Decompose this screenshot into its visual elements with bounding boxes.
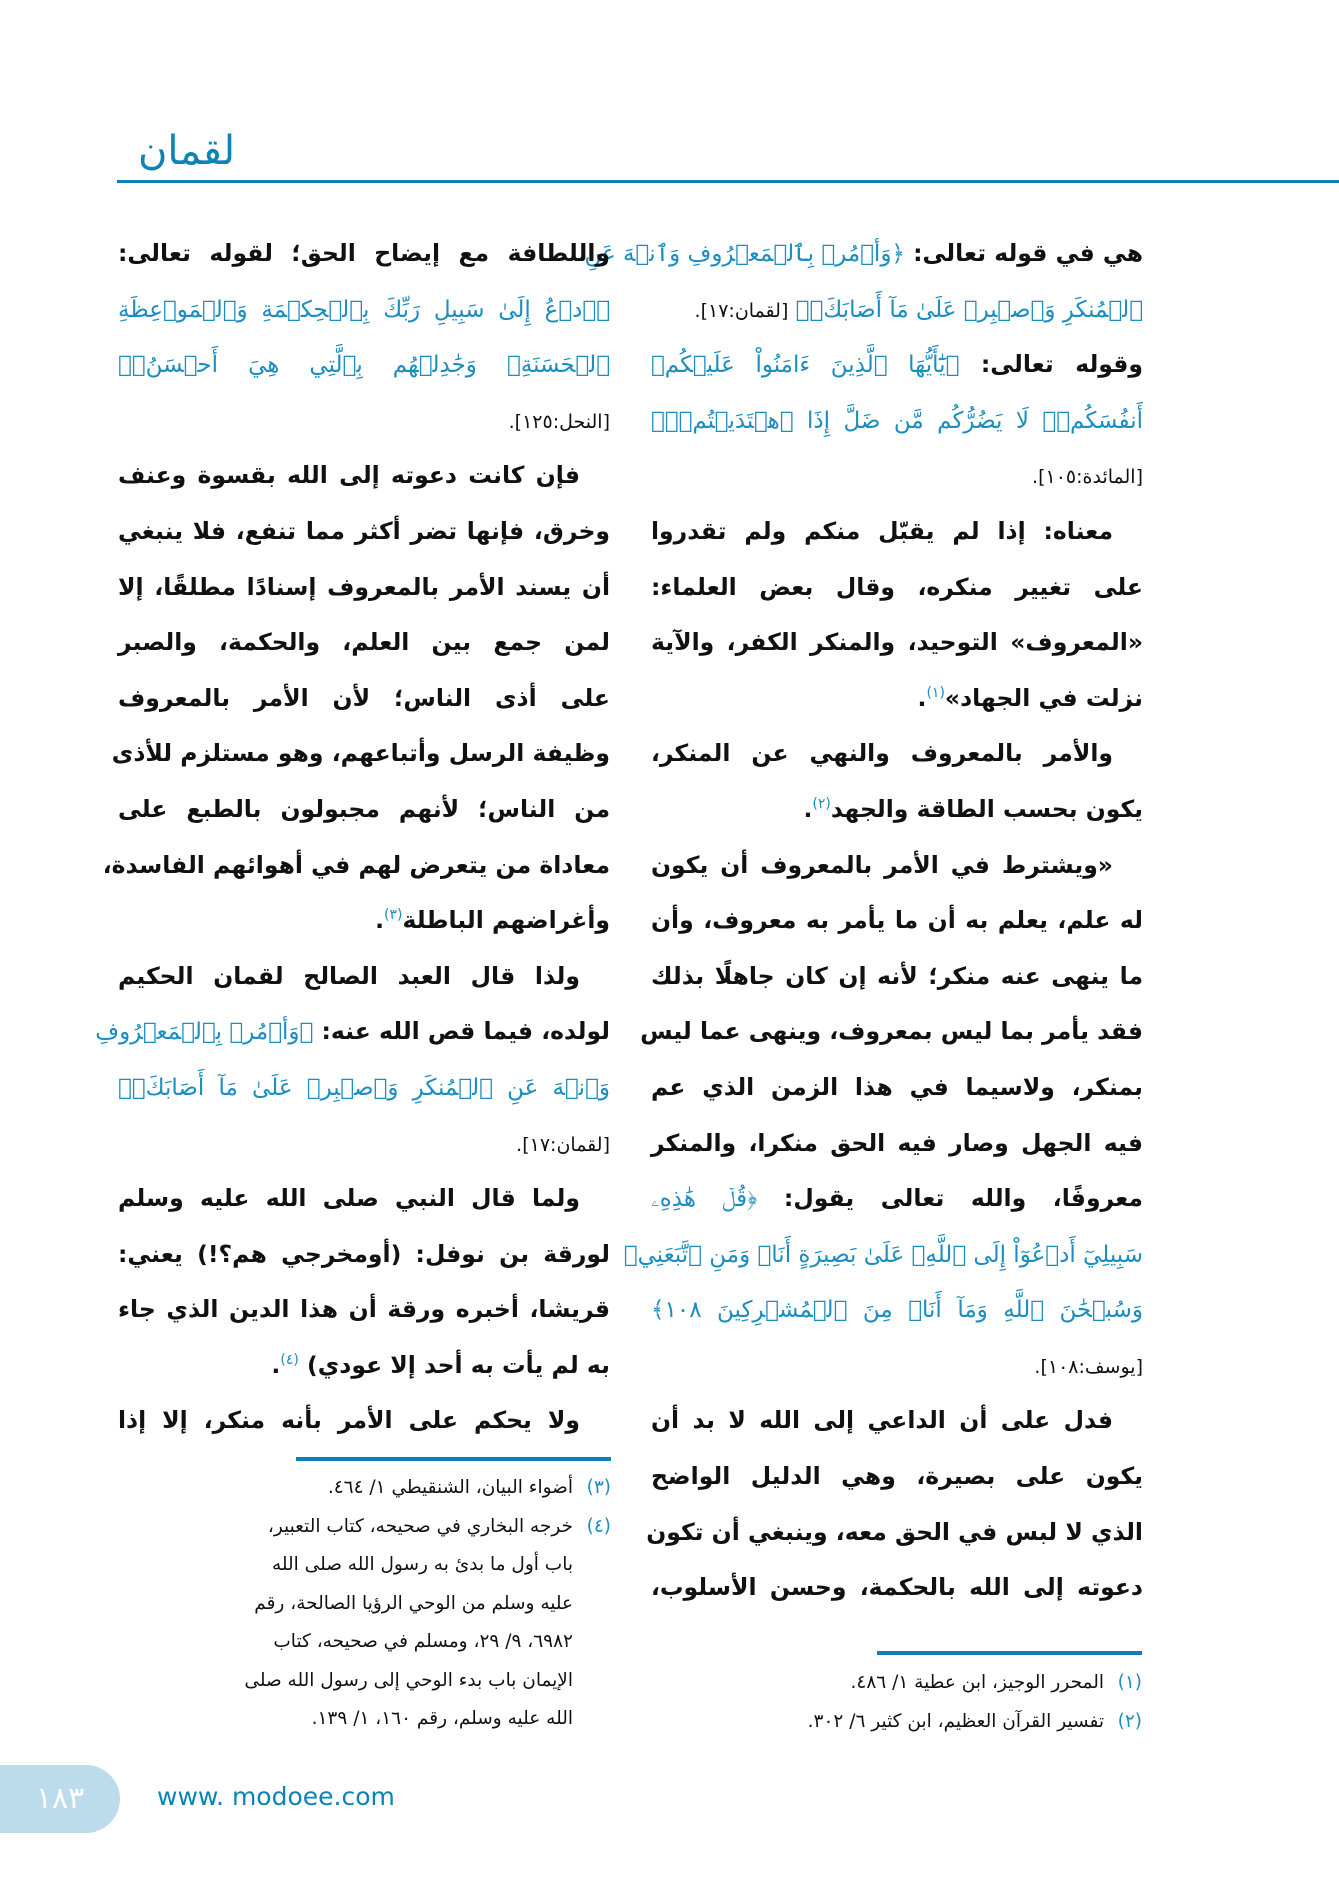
text-line xyxy=(640,1004,1143,1060)
body-text: به لم يأت به أحد إلا عودي) xyxy=(298,1350,610,1379)
text-line xyxy=(118,1338,610,1394)
body-text: دعوته إلى الله بالحكمة، وحسن الأسلوب، xyxy=(651,1573,1143,1602)
quran-verse: ﴿ٱدۡعُ إِلَىٰ سَبِيلِ رَبِّكَ بِٱلۡحِكۡمَةِ وَٱلۡمَوۡعِظَةِ xyxy=(118,296,610,323)
footnote-number: (١) xyxy=(1117,1672,1142,1693)
text-line xyxy=(651,838,1143,894)
text-line xyxy=(651,1393,1143,1449)
text-line xyxy=(651,1282,1143,1338)
body-text: قريشا، أخبره ورقة أن هذا الدين الذي جاء xyxy=(118,1295,610,1324)
text-line xyxy=(95,1004,610,1060)
text-line xyxy=(118,1227,610,1283)
body-text: لولده، فيما قص الله عنه: xyxy=(313,1017,610,1046)
body-text: وأغراضهم الباطلة xyxy=(402,906,610,935)
body-text: الذي لا لبس في الحق معه، وينبغي أن تكون xyxy=(646,1517,1143,1546)
text-line xyxy=(118,337,610,393)
footnote-divider xyxy=(296,1457,611,1461)
body-text: . xyxy=(917,683,927,712)
text-line xyxy=(118,1171,610,1227)
quran-verse: ﴿يَٰٓأَيُّهَا ٱلَّذِينَ ءَامَنُواْ عَلَيۡكُمۡ xyxy=(651,352,960,379)
body-text: وقوله تعالى: xyxy=(959,350,1144,379)
text-line xyxy=(118,560,610,616)
verse-reference: [المائدة:١٠٥]. xyxy=(1032,466,1143,489)
body-text: أن يسند الأمر بالمعروف إسنادًا مطلقًا، إلا xyxy=(118,572,610,601)
body-text: معروفًا، والله تعالى يقول: xyxy=(757,1184,1143,1213)
quran-verse: ﴿قُلۡ هَٰذِهِۦ xyxy=(651,1186,758,1213)
text-line xyxy=(118,1393,610,1449)
footnote-text: ٦٩٨٢، ٩/ ٢٩، ومسلم في صحيحه، كتاب xyxy=(273,1631,573,1652)
quran-verse: أَنفُسَكُمۡۖ لَا يَضُرُّكُم مَّن ضَلَّ إِذَا ٱهۡتَدَيۡتُمۡۚ﴾ xyxy=(651,407,1143,434)
text-line xyxy=(651,1116,1143,1172)
footnote-line xyxy=(651,1703,1142,1742)
body-text: فإن كانت دعوته إلى الله بقسوة وعنف xyxy=(118,461,580,490)
footnote-text: باب أول ما بدئ به رسول الله صلى الله xyxy=(271,1554,573,1575)
body-text: لمن جمع بين العلم، والحكمة، والصبر xyxy=(118,628,610,657)
verse-reference: [لقمان:١٧]. xyxy=(516,1133,610,1156)
footnote-line xyxy=(118,1469,611,1508)
chapter-title: لقمان xyxy=(138,128,236,174)
body-text: بمنكر، ولاسيما في هذا الزمن الذي عم xyxy=(651,1072,1143,1101)
text-line xyxy=(651,337,1143,393)
text-line xyxy=(118,448,610,504)
footnote-marker[interactable]: (١) xyxy=(926,684,945,701)
header-rule xyxy=(117,180,1339,183)
verse-reference: [لقمان:١٧]. xyxy=(694,299,789,322)
text-line xyxy=(651,282,1143,338)
body-text: فقد يأمر بما ليس بمعروف، وينهى عما ليس xyxy=(640,1017,1143,1046)
body-text: «ويشترط في الأمر بالمعروف أن يكون xyxy=(651,850,1113,879)
body-text: وظيفة الرسل وأتباعهم، وهو مستلزم للأذى xyxy=(111,739,610,768)
body-text: فدل على أن الداعي إلى الله لا بد أن xyxy=(651,1406,1113,1435)
footnote-text: خرجه البخاري في صحيحه، كتاب التعبير، xyxy=(267,1515,573,1537)
text-line xyxy=(651,1560,1143,1616)
body-text: نزلت في الجهاد» xyxy=(944,683,1143,712)
body-text: والأمر بالمعروف والنهي عن المنكر، xyxy=(651,739,1113,768)
text-line xyxy=(118,782,610,838)
footnote-marker[interactable]: (٣) xyxy=(384,907,403,924)
text-line xyxy=(623,1227,1143,1283)
body-text: واللطافة مع إيضاح الحق؛ لقوله تعالى: xyxy=(118,239,610,267)
text-line xyxy=(651,782,1143,838)
body-text: . xyxy=(803,794,813,823)
body-text: ولما قال النبي صلى الله عليه وسلم xyxy=(118,1184,580,1213)
body-text: لورقة بن نوفل: (أومخرجي هم؟!) يعني: xyxy=(118,1239,610,1268)
right-column xyxy=(584,226,1144,1616)
body-text: له علم، يعلم به أن ما يأمر به معروف، وأن xyxy=(651,906,1143,935)
text-line xyxy=(651,893,1143,949)
footnote-line xyxy=(118,1508,611,1547)
quran-verse: ﴿وَأۡمُرۡ بِٱلۡمَعۡرُوفِ وَٱنۡهَ عَنِ xyxy=(584,241,905,267)
text-line xyxy=(651,1171,1143,1227)
text-line xyxy=(651,671,1143,727)
body-text: على تغيير منكره، وقال بعض العلماء: xyxy=(651,572,1143,601)
footnote-line xyxy=(118,1546,611,1585)
footnote-text: تفسير القرآن العظيم، ابن كثير ٦/ ٣٠٢. xyxy=(807,1710,1104,1732)
text-line xyxy=(651,393,1143,449)
text-line xyxy=(646,1505,1143,1561)
footnote-text: الله عليه وسلم، رقم ١٦٠، ١/ ١٣٩. xyxy=(311,1708,573,1729)
body-text: «المعروف» التوحيد، والمنكر الكفر، والآية xyxy=(651,628,1143,657)
text-line xyxy=(651,560,1143,616)
text-line xyxy=(118,282,610,338)
body-text: فيه الجهل وصار فيه الحق منكرا، والمنكر xyxy=(651,1128,1143,1157)
footnote-marker[interactable]: (٤) xyxy=(280,1352,299,1369)
body-text: . xyxy=(271,1350,281,1379)
footnote-divider xyxy=(877,1651,1142,1655)
footnote-number: (٣) xyxy=(586,1477,611,1498)
footnote-text: عليه وسلم من الوحي الرؤيا الصالحة، رقم xyxy=(254,1592,573,1614)
body-text: معناه: إذا لم يقبّل منكم ولم تقدروا xyxy=(651,516,1113,545)
footnote-line xyxy=(118,1623,611,1662)
text-line xyxy=(651,504,1143,560)
footnote-number: (٤) xyxy=(586,1515,611,1537)
footnotes-right xyxy=(651,1664,1142,1741)
footnotes-left xyxy=(118,1469,611,1739)
body-text: وخرق، فإنها تضر أكثر مما تنفع، فلا ينبغي xyxy=(118,516,610,545)
body-text: يكون على بصيرة، وهي الدليل الواضح xyxy=(651,1462,1143,1491)
text-line xyxy=(651,1338,1143,1394)
text-line xyxy=(118,615,610,671)
text-line xyxy=(651,726,1143,782)
quran-verse: ٱلۡمُنكَرِ وَٱصۡبِرۡ عَلَىٰ مَآ أَصَابَكَۖ﴾ xyxy=(788,296,1143,323)
quran-verse: سَبِيلِيٓ أَدۡعُوٓاْ إِلَى ٱللَّهِۚ عَلَىٰ بَصِيرَةٍ أَنَا۠ وَمَنِ ٱتَّبَعَنِيۖ xyxy=(623,1241,1143,1268)
body-text: . xyxy=(375,906,385,935)
text-line xyxy=(111,726,610,782)
text-line xyxy=(584,226,1143,282)
footnote-number: (٢) xyxy=(1117,1710,1142,1732)
footnote-line xyxy=(118,1585,611,1624)
body-text: ولذا قال العبد الصالح لقمان الحكيم xyxy=(118,961,580,990)
text-line xyxy=(118,1060,610,1116)
text-line xyxy=(102,838,610,894)
footnote-text: أضواء البيان، الشنقيطي ١/ ٤٦٤. xyxy=(327,1477,573,1498)
website-link[interactable]: www. modoee.com xyxy=(157,1782,395,1811)
quran-verse: وَٱنۡهَ عَنِ ٱلۡمُنكَرِ وَٱصۡبِرۡ عَلَىٰ مَآ أَصَابَكَۖ﴾ xyxy=(118,1074,610,1101)
footnote-line xyxy=(118,1700,611,1739)
text-line xyxy=(118,393,610,449)
text-line xyxy=(118,893,610,949)
footnote-marker[interactable]: (٢) xyxy=(812,796,831,813)
body-text: على أذى الناس؛ لأن الأمر بالمعروف xyxy=(118,683,610,712)
quran-verse: ٱلۡحَسَنَةِۖ وَجَٰدِلۡهُم بِٱلَّتِي هِيَ أَحۡسَنُۚ﴾ xyxy=(118,352,610,379)
text-line xyxy=(118,1282,610,1338)
text-line xyxy=(651,949,1143,1005)
footnote-line xyxy=(118,1662,611,1701)
left-column xyxy=(95,226,610,1449)
text-line xyxy=(651,448,1143,504)
body-text: هي في قوله تعالى: xyxy=(904,239,1143,267)
body-text: يكون بحسب الطاقة والجهد xyxy=(830,794,1143,823)
text-line xyxy=(118,671,610,727)
page-number: ١٨٣ xyxy=(0,1765,120,1833)
body-text: ولا يحكم على الأمر بأنه منكر، إلا إذا xyxy=(118,1406,580,1435)
quran-verse: وَسُبۡحَٰنَ ٱللَّهِ وَمَآ أَنَا۠ مِنَ ٱلۡمُشۡرِكِينَ ١٠٨﴾ xyxy=(651,1297,1143,1324)
text-line xyxy=(118,504,610,560)
verse-reference: [النحل:١٢٥]. xyxy=(508,410,610,433)
body-text: من الناس؛ لأنهم مجبولون بالطبع على xyxy=(118,794,610,823)
text-line xyxy=(651,1060,1143,1116)
body-text: ما ينهى عنه منكر؛ لأنه إن كان جاهلًا بذلك xyxy=(651,961,1143,990)
verse-reference: [يوسف:١٠٨]. xyxy=(1034,1355,1143,1378)
text-line xyxy=(651,615,1143,671)
text-line xyxy=(118,226,610,282)
text-line xyxy=(651,1449,1143,1505)
body-text: معاداة من يتعرض لهم في أهوائهم الفاسدة، xyxy=(102,850,610,879)
text-line xyxy=(118,1116,610,1172)
quran-verse: ﴿وَأۡمُرۡ بِٱلۡمَعۡرُوفِ xyxy=(95,1019,314,1046)
footnote-line xyxy=(651,1664,1142,1703)
text-line xyxy=(118,949,610,1005)
footnote-text: الإيمان باب بدء الوحي إلى رسول الله صلى xyxy=(244,1669,573,1691)
footnote-text: المحرر الوجيز، ابن عطية ١/ ٤٨٦. xyxy=(850,1672,1104,1693)
